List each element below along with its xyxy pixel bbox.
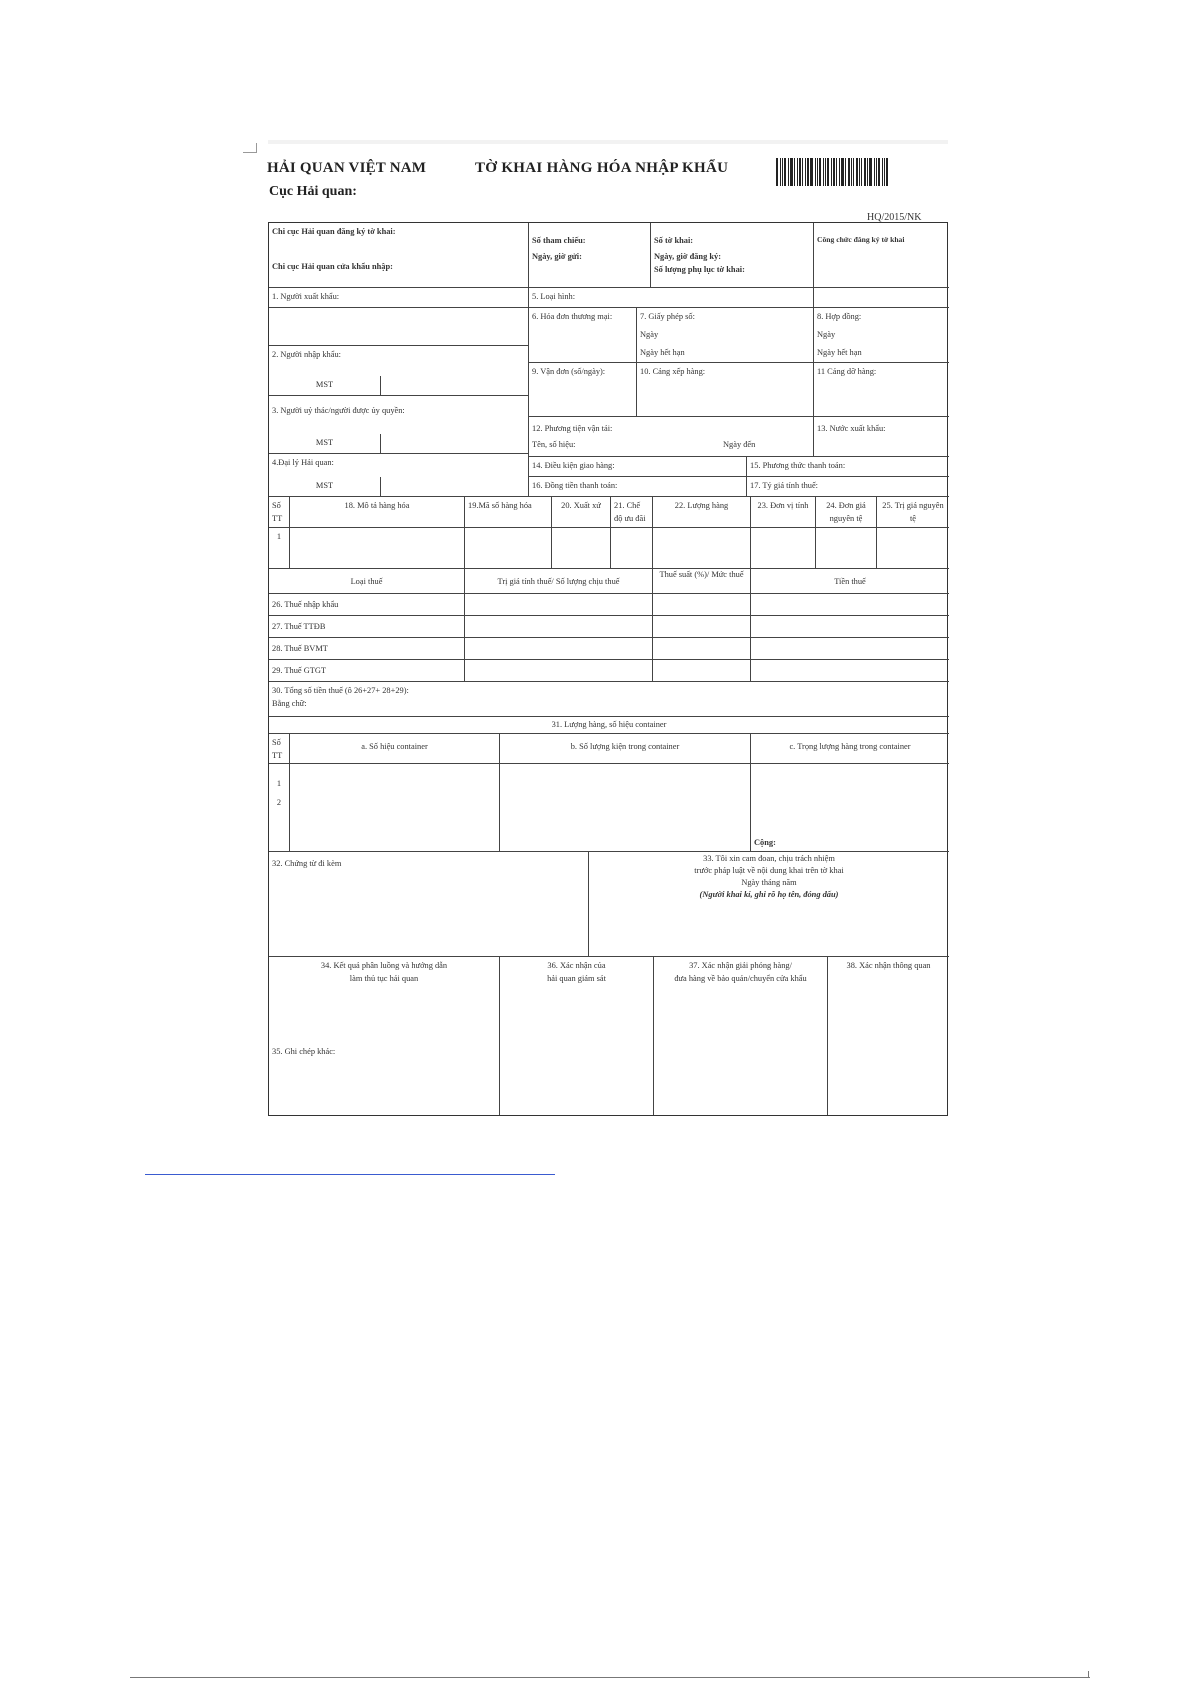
container-row-2: 2 <box>276 798 282 807</box>
appendix-count-label: Số lượng phụ lục tờ khai: <box>654 265 745 274</box>
text-cursor-mark <box>243 143 257 153</box>
tax-row-cell <box>465 616 653 638</box>
mst-label: MST <box>315 380 334 389</box>
container-col-no <box>269 734 290 764</box>
tax-col-type <box>269 569 465 594</box>
exporter-cell <box>269 288 529 308</box>
barcode-bar <box>825 158 826 186</box>
reg-date-label: Ngày, giờ đăng ký: <box>654 252 721 261</box>
field-9-label: 9. Vận đơn (số/ngày): <box>532 367 606 376</box>
department-label: Cục Hải quan: <box>269 184 357 199</box>
barcode-bar <box>817 158 818 186</box>
field-36-line2: hải quan giám sát <box>547 974 606 983</box>
container-col-no-label: Số TT <box>272 738 283 760</box>
container-title-cell <box>269 717 949 734</box>
tax-col-rate <box>653 569 751 594</box>
field-15-label: 15. Phương thức thanh toán: <box>750 461 846 470</box>
page-corner-tick <box>1088 1671 1089 1677</box>
field-7-date: Ngày <box>640 330 659 339</box>
barcode-bar <box>831 158 832 186</box>
goods-row-no-value: 1 <box>276 532 282 541</box>
goods-col-unit <box>751 497 816 528</box>
goods-col-origin-label: 20. Xuất xứ <box>561 501 601 510</box>
barcode-bar <box>776 158 778 186</box>
goods-col-pref <box>611 497 653 528</box>
importer-label: 2. Người nhập khẩu: <box>272 350 341 359</box>
scan-edge <box>268 140 948 144</box>
field-7-expiry: Ngày hết hạn <box>640 348 685 357</box>
field-5-label: 5. Loại hình: <box>532 292 576 301</box>
field-14-label: 14. Điều kiện giao hàng: <box>532 461 615 470</box>
container-rows-c <box>751 764 949 852</box>
tax-col-amount <box>751 569 949 594</box>
barcode-bar <box>874 158 875 186</box>
exporter-label: 1. Người xuất khẩu: <box>272 292 340 301</box>
goods-row-qty <box>653 528 751 569</box>
tax-row-import: 26. Thuế nhập khẩu <box>272 600 339 609</box>
barcode-bar <box>815 158 816 186</box>
mst-label: MST <box>315 438 334 447</box>
reg-branch-label: Chi cục Hải quan đăng ký tờ khai: <box>272 227 396 236</box>
barcode-bar <box>797 158 798 186</box>
container-title: 31. Lượng hàng, số hiệu container <box>551 720 667 729</box>
field-14 <box>529 457 747 477</box>
container-col-b-label: b. Số lượng kiện trong container <box>570 742 680 751</box>
field-6 <box>529 308 637 363</box>
barcode-bar <box>853 158 854 186</box>
tax-row-cell <box>465 594 653 616</box>
field-8 <box>814 308 949 363</box>
ref-no-label: Số tham chiếu: <box>532 236 586 245</box>
field-5 <box>529 288 814 308</box>
tax-col-type-label: Loại thuế <box>350 577 383 586</box>
barcode-bar <box>882 158 883 186</box>
field-32-label: 32. Chứng từ đi kèm <box>272 859 342 868</box>
goods-col-value-label: 25. Trị giá nguyên tệ <box>882 501 944 523</box>
tax-total-label: 30. Tổng số tiền thuế (ô 26+27+ 28+29): <box>272 686 409 695</box>
barcode-bar <box>876 158 877 186</box>
goods-col-value <box>877 497 949 528</box>
tax-in-words-label: Bằng chữ: <box>272 699 307 708</box>
goods-row-value <box>877 528 949 569</box>
tax-row-label <box>269 594 465 616</box>
sent-date-label: Ngày, giờ gửi: <box>532 252 582 261</box>
barcode-bar <box>788 158 789 186</box>
field-34-line2: làm thủ tục hải quan <box>349 974 419 983</box>
tax-row-cell <box>653 616 751 638</box>
field-34-line1: 34. Kết quả phân luồng và hướng dẫn <box>320 961 448 970</box>
field-9 <box>529 363 637 417</box>
field-8-date: Ngày <box>817 330 836 339</box>
form-code: HQ/2015/NK <box>867 212 922 223</box>
barcode-bar <box>884 158 885 186</box>
entrustor-mst-cell <box>269 434 381 454</box>
barcode-bar <box>819 158 821 186</box>
tax-row-cell <box>751 660 949 682</box>
field-17-label: 17. Tỷ giá tính thuế: <box>750 481 819 490</box>
container-col-c-label: c. Trọng lượng hàng trong container <box>789 742 911 751</box>
barcode-bar <box>841 158 844 186</box>
tax-row-cell <box>751 594 949 616</box>
officer-label: Công chức đăng ký tờ khai <box>817 235 905 244</box>
field-36-line1: 36. Xác nhận của <box>547 961 606 970</box>
field-10 <box>637 363 814 417</box>
tax-row-cell <box>653 660 751 682</box>
reference-cell <box>529 223 651 288</box>
field-15 <box>747 457 949 477</box>
tax-row-special: 27. Thuế TTĐB <box>272 622 326 631</box>
container-rows-no <box>269 764 290 852</box>
field-13 <box>814 417 949 457</box>
goods-col-price-label: 24. Đơn giá nguyên tệ <box>826 501 866 523</box>
container-col-a-label: a. Số hiệu container <box>361 742 428 751</box>
hyperlink-underline[interactable] <box>145 1174 555 1175</box>
goods-row-no <box>269 528 290 569</box>
agent-mst-cell <box>269 477 381 497</box>
entrustor-label: 3. Người uỷ thác/người được ủy quyền: <box>272 406 405 415</box>
goods-col-no-label: Số TT <box>272 501 283 523</box>
tax-col-base <box>465 569 653 594</box>
goods-col-desc-label: 18. Mô tả hàng hóa <box>344 501 410 510</box>
field-12-name: Tên, số hiệu: <box>532 440 576 449</box>
container-col-a <box>290 734 500 764</box>
branch-cell <box>269 223 529 288</box>
field-32 <box>269 852 589 957</box>
entrustor-cell <box>269 396 529 434</box>
importer-mst-cell <box>269 376 381 396</box>
tax-row-label <box>269 616 465 638</box>
barcode-bar <box>859 158 860 186</box>
declaration-no-cell <box>651 223 814 288</box>
barcode-bar <box>848 158 850 186</box>
tax-row-cell <box>653 638 751 660</box>
entry-branch-label: Chi cục Hải quan cửa khẩu nhập: <box>272 262 393 271</box>
field-38-label: 38. Xác nhận thông quan <box>846 961 931 970</box>
field-33-line2: trước pháp luật về nội dung khai trên tờ khai <box>694 866 844 875</box>
field-7 <box>637 308 814 363</box>
container-row-1: 1 <box>276 779 282 788</box>
agent-label: 4.Đại lý Hải quan: <box>272 458 334 467</box>
mst-label: MST <box>315 481 334 490</box>
field-33-note: (Người khai kí, ghi rõ họ tên, đóng dấu) <box>699 890 839 899</box>
tax-row-cell <box>751 616 949 638</box>
barcode-bar <box>886 158 888 186</box>
entrustor-mst-value <box>381 434 529 454</box>
field-12-arrival: Ngày đến <box>723 440 756 449</box>
goods-row-hs <box>465 528 552 569</box>
barcode-bar <box>836 158 837 186</box>
goods-col-no <box>269 497 290 528</box>
container-col-c <box>751 734 949 764</box>
field-38 <box>828 957 949 1115</box>
container-sum-label: Cộng: <box>754 838 776 847</box>
agency-name: HẢI QUAN VIỆT NAM <box>267 160 427 176</box>
field-11 <box>814 363 949 417</box>
goods-col-hs-label: 19.Mã số hàng hóa <box>468 501 532 510</box>
field-8-expiry: Ngày hết hạn <box>817 348 862 357</box>
field-33 <box>589 852 949 957</box>
goods-col-pref-label: 21. Chế độ ưu đãi <box>614 501 646 523</box>
goods-row-desc <box>290 528 465 569</box>
barcode-bar <box>845 158 846 186</box>
tax-row-environment: 28. Thuế BVMT <box>272 644 328 653</box>
field-11-label: 11 Cảng dỡ hàng: <box>817 367 877 376</box>
agent-mst-value <box>381 477 529 497</box>
field-12-label: 12. Phương tiện vận tải: <box>532 424 613 433</box>
tax-row-label <box>269 638 465 660</box>
goods-col-unit-label: 23. Đơn vị tính <box>757 501 809 510</box>
field-12 <box>529 417 814 457</box>
barcode-bar <box>782 158 783 186</box>
form-title: TỜ KHAI HÀNG HÓA NHẬP KHẨU <box>475 160 729 176</box>
tax-row-cell <box>653 594 751 616</box>
tax-total-cell <box>269 682 949 717</box>
goods-row-unit <box>751 528 816 569</box>
tax-row-vat: 29. Thuế GTGT <box>272 666 327 675</box>
field-6-label: 6. Hóa đơn thương mại: <box>532 312 613 321</box>
barcode-bar <box>878 158 880 186</box>
goods-col-price <box>816 497 877 528</box>
barcode-bar <box>856 158 858 186</box>
field-7-label: 7. Giấy phép số: <box>640 312 695 321</box>
barcode-bar <box>807 158 809 186</box>
exporter-blank <box>269 308 529 346</box>
barcode-bar <box>794 158 795 186</box>
goods-col-qty-label: 22. Lượng hàng <box>674 501 729 510</box>
goods-col-hs <box>465 497 552 528</box>
barcode-bar <box>799 158 801 186</box>
barcode-bar <box>851 158 852 186</box>
goods-row-price <box>816 528 877 569</box>
field-35-label: 35. Ghi chép khác: <box>272 1047 336 1056</box>
goods-col-origin <box>552 497 611 528</box>
goods-row-pref <box>611 528 653 569</box>
barcode-bar <box>864 158 866 186</box>
goods-col-desc <box>290 497 465 528</box>
container-col-b <box>500 734 751 764</box>
tax-row-cell <box>751 638 949 660</box>
barcode-bar <box>784 158 786 186</box>
barcode-bar <box>833 158 835 186</box>
tax-row-cell <box>465 660 653 682</box>
field-37-line1: 37. Xác nhận giải phóng hàng/ <box>689 961 792 970</box>
tax-col-rate-label: Thuế suất (%)/ Mức thuế <box>659 570 744 579</box>
field-36 <box>500 957 654 1115</box>
field-37 <box>654 957 828 1115</box>
field-16-label: 16. Đồng tiền thanh toán: <box>532 481 618 490</box>
declaration-form <box>268 222 948 1116</box>
field-34-35 <box>269 957 500 1115</box>
field-10-label: 10. Cảng xếp hàng: <box>640 367 706 376</box>
goods-row-origin <box>552 528 611 569</box>
field-17 <box>747 477 949 497</box>
barcode-bar <box>790 158 793 186</box>
tax-row-cell <box>465 638 653 660</box>
barcode-bar <box>869 158 872 186</box>
field-37-line2: đưa hàng về bảo quản/chuyển cửa khẩu <box>674 974 807 983</box>
container-rows-b <box>500 764 751 852</box>
barcode-bar <box>861 158 862 186</box>
barcode-bar <box>810 158 813 186</box>
barcode-bar <box>805 158 806 186</box>
barcode-bar <box>839 158 840 186</box>
field-5-right <box>814 288 949 308</box>
importer-cell <box>269 346 529 376</box>
container-rows-a <box>290 764 500 852</box>
barcode-bar <box>867 158 868 186</box>
page-bottom-edge <box>130 1677 1090 1678</box>
barcode-bar <box>823 158 824 186</box>
tax-col-base-label: Trị giá tính thuế/ Số lượng chịu thuế <box>497 577 620 586</box>
field-8-label: 8. Hợp đồng: <box>817 312 862 321</box>
field-16 <box>529 477 747 497</box>
barcode-bar <box>827 158 829 186</box>
officer-cell <box>814 223 949 288</box>
importer-mst-value <box>381 376 529 396</box>
tax-row-label <box>269 660 465 682</box>
tax-col-amount-label: Tiền thuế <box>834 577 866 586</box>
declaration-no-label: Số tờ khai: <box>654 236 694 245</box>
barcode-icon <box>776 158 928 186</box>
field-33-line3: Ngày tháng năm <box>741 878 797 887</box>
goods-col-qty <box>653 497 751 528</box>
field-13-label: 13. Nước xuất khẩu: <box>817 424 886 433</box>
barcode-bar <box>802 158 803 186</box>
field-33-line1: 33. Tôi xin cam đoan, chịu trách nhiệm <box>703 854 835 863</box>
barcode-bar <box>780 158 781 186</box>
